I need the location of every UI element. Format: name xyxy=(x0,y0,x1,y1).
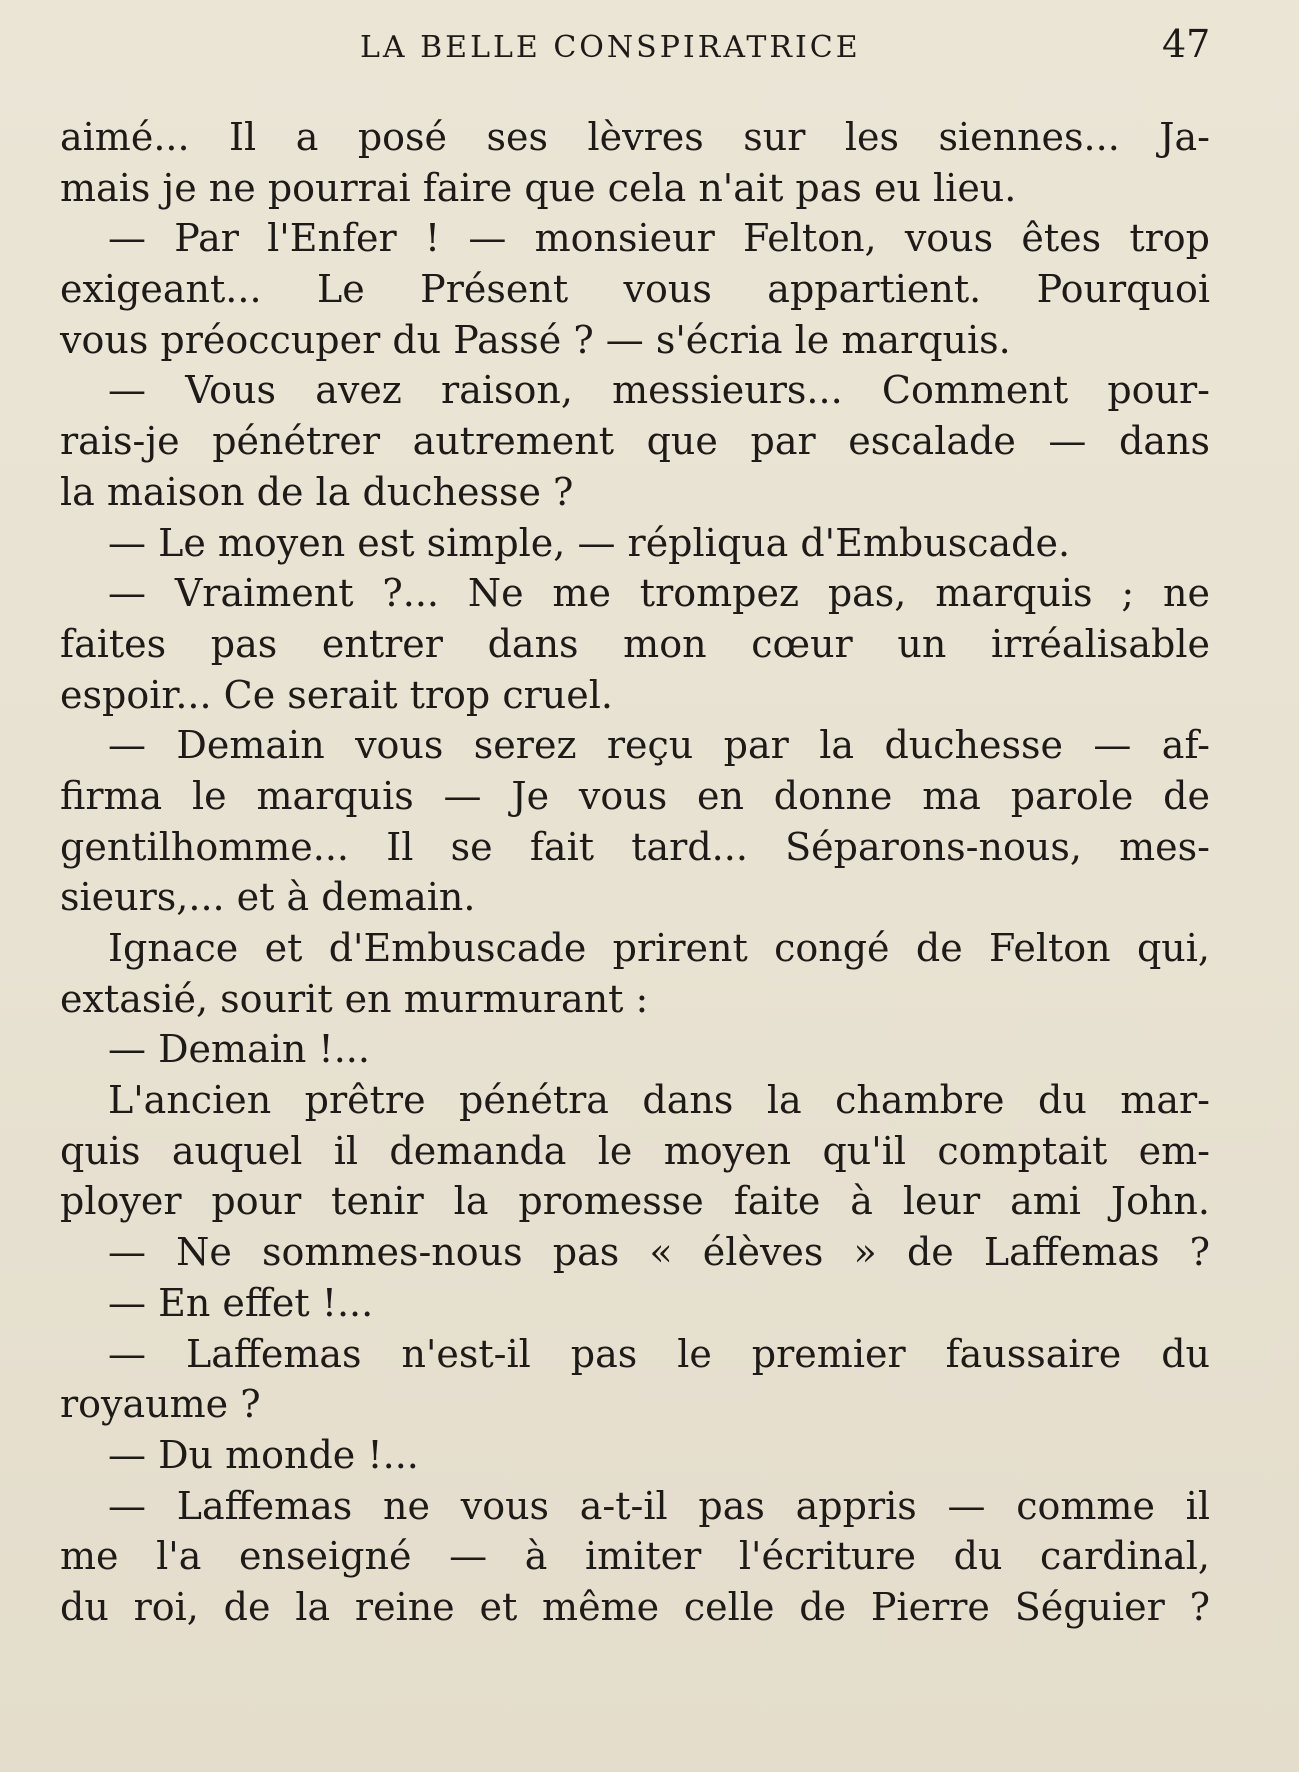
text-line: quis auquel il demanda le moyen qu'il comptait em- xyxy=(60,1128,1210,1173)
text-line: la maison de la duchesse ? xyxy=(60,469,574,514)
text-line: rais-je pénétrer autrement que par escalade — dans xyxy=(60,419,1210,464)
text-line: — Le moyen est simple, — répliqua d'Embuscade. xyxy=(108,520,1071,565)
text-line: firma le marquis — Je vous en donne ma parole de xyxy=(60,773,1210,818)
text-line: vous préoccuper du Passé ? — s'écria le marquis. xyxy=(60,317,1011,362)
text-line: — Par l'Enfer ! — monsieur Felton, vous êtes trop xyxy=(108,216,1210,261)
text-line: royaume ? xyxy=(60,1382,261,1427)
text-line: exigeant... Le Présent vous appartient. Pourquoi xyxy=(60,267,1210,312)
text-line: — Demain !... xyxy=(108,1027,370,1072)
running-title: LA BELLE CONSPIRATRICE xyxy=(360,30,861,65)
text-line: — Demain vous serez reçu par la duchesse — af- xyxy=(108,723,1210,768)
page-header xyxy=(0,22,1299,82)
text-line: me l'a enseigné — à imiter l'écriture du cardinal, xyxy=(60,1534,1210,1579)
text-line: Ignace et d'Embuscade prirent congé de Felton qui, xyxy=(108,926,1210,970)
text-line: ployer pour tenir la promesse faite à leur ami John. xyxy=(60,1179,1210,1224)
text-line: mais je ne pourrai faire que cela n'ait pas eu lieu. xyxy=(60,165,1017,210)
text-line: — Ne sommes-nous pas « élèves » de Laffemas ? xyxy=(108,1230,1210,1275)
text-line: — Laffemas ne vous a-t-il pas appris — comme il xyxy=(108,1483,1210,1528)
text-line: — Laffemas n'est-il pas le premier faussaire du xyxy=(108,1331,1210,1376)
text-line: sieurs,... et à demain. xyxy=(60,875,476,920)
text-line: — En effet !... xyxy=(108,1280,374,1325)
text-line: — Vraiment ?... Ne me trompez pas, marquis ; ne xyxy=(108,571,1210,616)
text-line: — Vous avez raison, messieurs... Comment pour- xyxy=(108,368,1210,413)
page-number: 47 xyxy=(1162,22,1211,66)
text-line: extasié, sourit en murmurant : xyxy=(60,976,649,1021)
text-line: gentilhomme... Il se fait tard... Séparons-nous, mes- xyxy=(60,824,1210,869)
text-line: faites pas entrer dans mon cœur un irréalisable xyxy=(60,621,1210,666)
body-text xyxy=(60,112,1210,1633)
text-line: du roi, de la reine et même celle de Pierre Séguier ? xyxy=(60,1584,1210,1629)
text-line: espoir... Ce serait trop cruel. xyxy=(60,672,613,717)
text-line: aimé... Il a posé ses lèvres sur les siennes... Ja- xyxy=(60,115,1210,159)
text-line: L'ancien prêtre pénétra dans la chambre du mar- xyxy=(108,1078,1210,1123)
text-line: — Du monde !... xyxy=(108,1432,419,1477)
